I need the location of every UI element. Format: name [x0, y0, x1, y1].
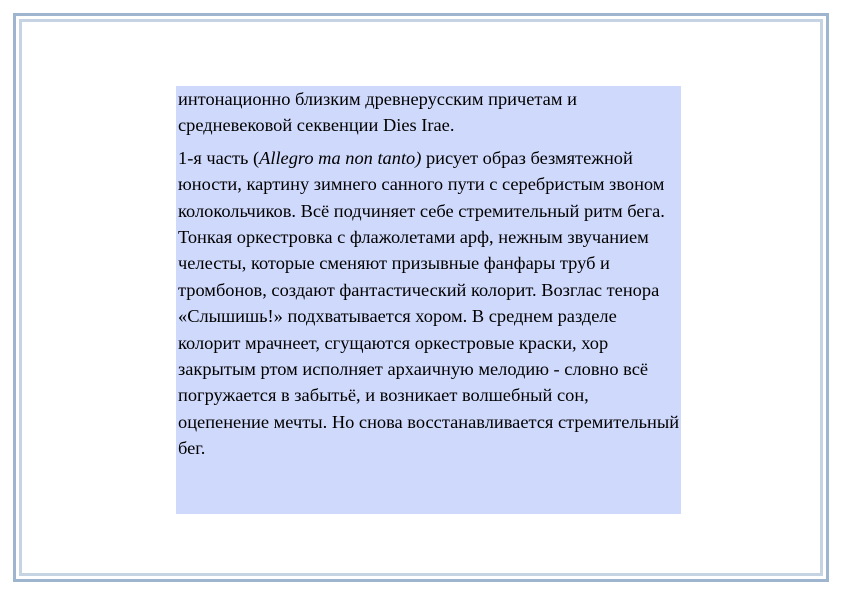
text-block [176, 86, 681, 514]
tempo-marking: Allegro ma non tanto) [259, 147, 422, 168]
paragraph-2-rest: рисует образ безмятежной юности, картину зимнего санного пути с серебристым звоном колокольчиков. Всё подчиняет себе стремительный ритм бега. Тонкая оркестровка с флажолетами арф, нежным звучанием челесты, которые сменяют призывные фанфары труб и тромбонов, создают фантастический колорит. Возглас тенора «Слышишь!» подхватывается хором. В среднем разделе колорит мрачнеет, сгущаются оркестровые краски, хор закрытым ртом исполняет архаичную мелодию - словно всё погружается в забытьё, и возникает волшебный сон, оцепенение мечты. Но снова восстанавливается стремительный бег. [178, 147, 680, 459]
paragraph-2 [178, 145, 681, 462]
paragraph-1-text: интонационно близким древнерусским причетам и средневековой секвенции Dies Irae. [178, 89, 577, 136]
paragraph-1 [178, 86, 681, 139]
paragraph-2-start: 1-я часть ( [178, 147, 260, 168]
